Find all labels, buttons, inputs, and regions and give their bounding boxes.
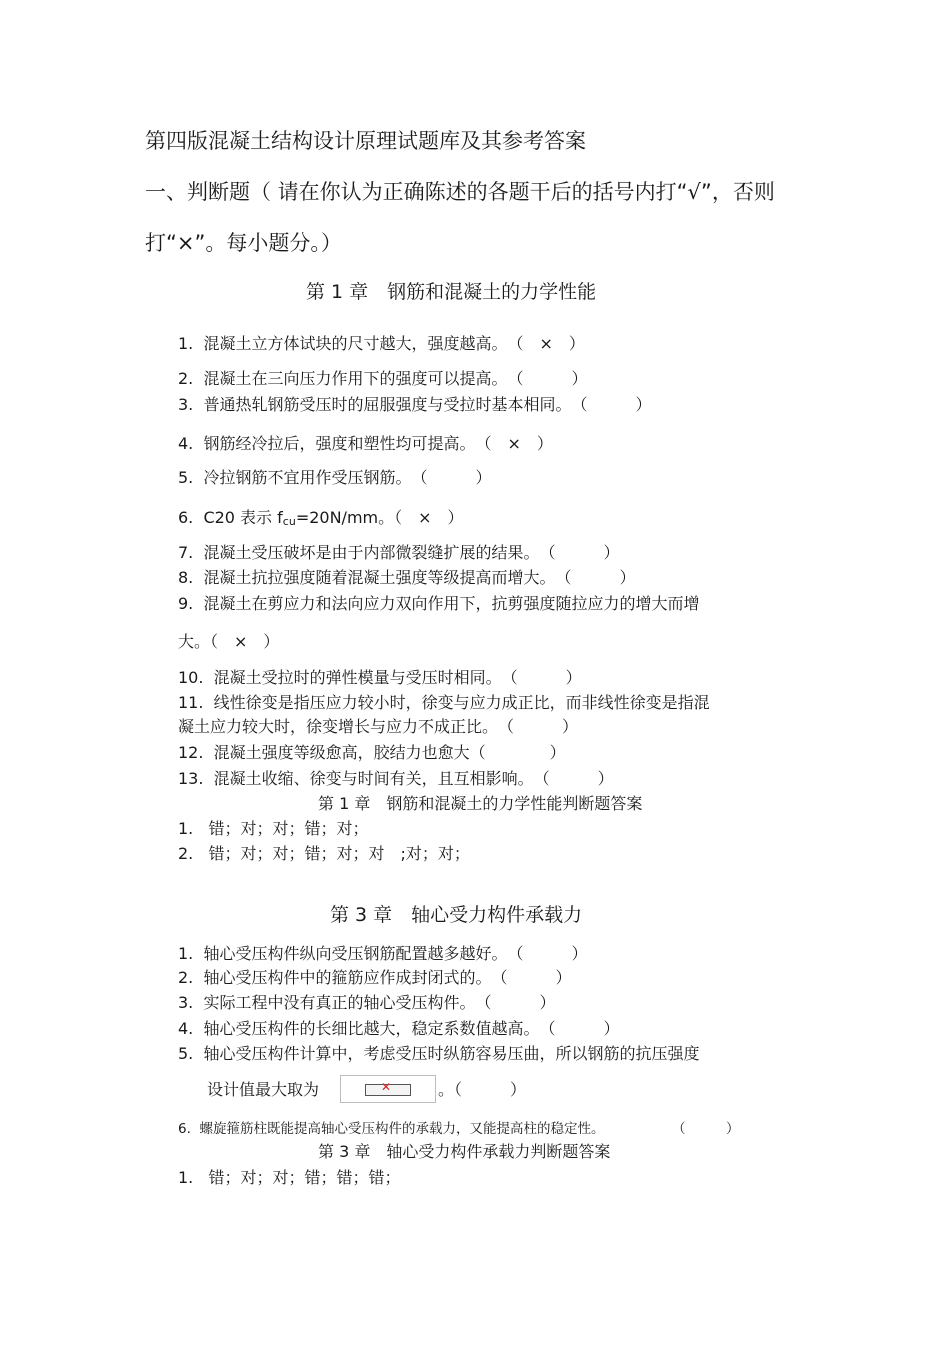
q6-prefix: 6. C20 表示 f: [178, 508, 283, 527]
ch1-question-7: 7. 混凝土受压破坏是由于内部微裂缝扩展的结果。 （ ）: [178, 543, 620, 562]
ch1-question-9-line2: 大。（ × ）: [178, 632, 280, 651]
ch1-question-11-line2: 凝土应力较大时，徐变增长与应力不成正比。 （ ）: [178, 717, 579, 736]
ch1-question-8: 8. 混凝土抗拉强度随着混凝土强度等级提高而增大。 （ ）: [178, 568, 636, 587]
ch1-answer-2: 2. 错；对；对；错；对；对 ;对；对；: [178, 844, 470, 863]
formula-image-placeholder: [340, 1075, 436, 1103]
ch1-question-10: 10. 混凝土受拉时的弹性模量与受压时相同。 （ ）: [178, 668, 582, 687]
ch3-question-2: 2. 轴心受压构件中的箍筋应作成封闭式的。 （ ）: [178, 968, 572, 987]
ch3-answer-1: 1. 错；对；对；错；错；错；: [178, 1168, 401, 1187]
ch3-answer-heading: 第 3 章 轴心受力构件承载力判断题答案: [318, 1142, 611, 1161]
chapter3-heading: 第 3 章 轴心受力构件承载力: [330, 904, 583, 926]
ch1-question-6: [178, 510, 464, 527]
ch3-question-4: 4. 轴心受压构件的长细比越大，稳定系数值越高。 （ ）: [178, 1019, 620, 1038]
ch3-question-6: 6. 螺旋箍筋柱既能提高轴心受压构件的承载力，又能提高柱的稳定性。 （ ）: [178, 1121, 740, 1137]
q6-subscript: cu: [282, 515, 296, 528]
q6-suffix: =20N/mm。（ × ）: [295, 508, 464, 527]
section-instruction-line1: 一、判断题（ 请在你认为正确陈述的各题干后的括号内打“√”，否则: [145, 180, 775, 204]
ch1-question-13: 13. 混凝土收缩、徐变与时间有关，且互相影响。 （ ）: [178, 769, 614, 788]
ch3-question-5-line1: 5. 轴心受压构件计算中，考虑受压时纵筋容易压曲，所以钢筋的抗压强度: [178, 1044, 700, 1063]
ch3-question-3: 3. 实际工程中没有真正的轴心受压构件。 （ ）: [178, 993, 556, 1012]
ch3-question-5-line2-prefix: 设计值最大取为: [207, 1080, 320, 1099]
ch3-question-5-line2-suffix: 。（ ）: [438, 1080, 527, 1099]
ch1-question-3: 3. 普通热轧钢筋受压时的屈服强度与受拉时基本相同。 （ ）: [178, 395, 652, 414]
section-instruction-line2: 打“×”。每小题分。）: [145, 231, 342, 255]
ch1-question-9-line1: 9. 混凝土在剪应力和法向应力双向作用下，抗剪强度随拉应力的增大而增: [178, 594, 700, 613]
broken-image-icon: ✕: [381, 1080, 392, 1094]
ch1-question-12: 12. 混凝土强度等级愈高，胶结力也愈大（ ）: [178, 743, 566, 762]
ch1-question-11-line1: 11. 线性徐变是指压应力较小时，徐变与应力成正比，而非线性徐变是指混: [178, 693, 710, 712]
ch1-answer-1: 1. 错；对；对；错；对；: [178, 819, 369, 838]
document-title: 第四版混凝土结构设计原理试题库及其参考答案: [145, 129, 586, 153]
ch1-question-4: 4. 钢筋经冷拉后，强度和塑性均可提高。 （ × ）: [178, 434, 553, 453]
ch1-question-2: 2. 混凝土在三向压力作用下的强度可以提高。 （ ）: [178, 369, 588, 388]
ch1-answer-heading: 第 1 章 钢筋和混凝土的力学性能判断题答案: [318, 794, 643, 813]
chapter1-heading: 第 1 章 钢筋和混凝土的力学性能: [306, 281, 597, 303]
ch1-question-1: 1. 混凝土立方体试块的尺寸越大，强度越高。 （ × ）: [178, 334, 585, 353]
ch3-question-1: 1. 轴心受压构件纵向受压钢筋配置越多越好。 （ ）: [178, 944, 588, 963]
ch1-question-5: 5. 冷拉钢筋不宜用作受压钢筋。 （ ）: [178, 468, 492, 487]
